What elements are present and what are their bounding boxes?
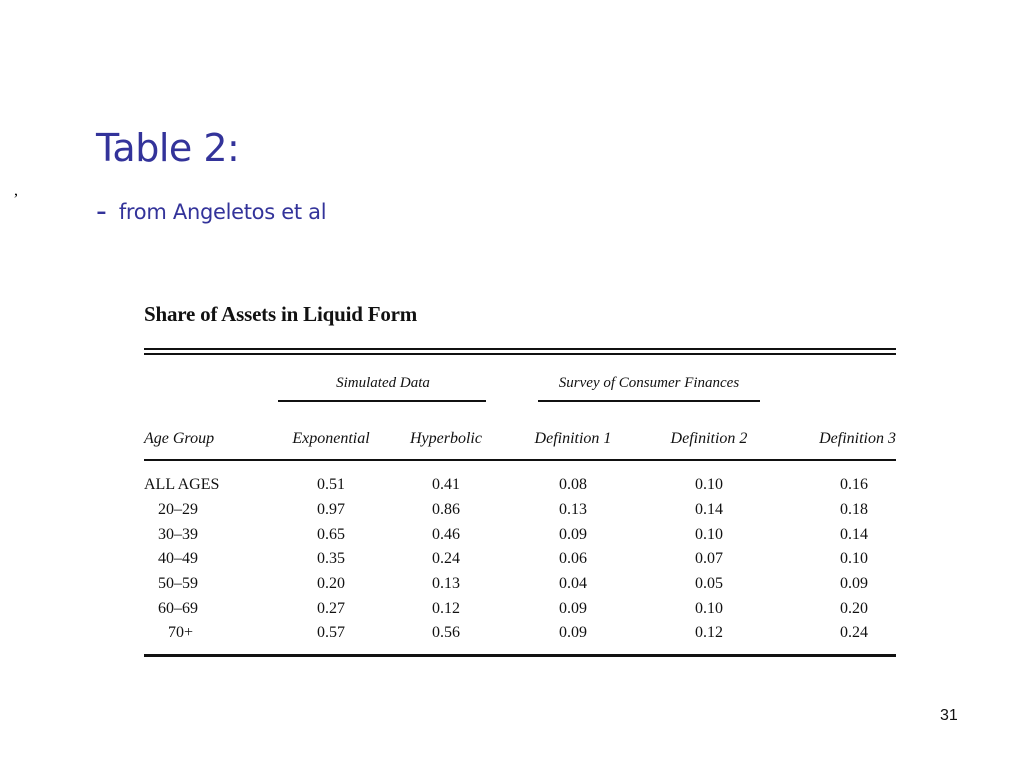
top-rule bbox=[144, 348, 896, 350]
slide-subtitle bbox=[96, 194, 326, 229]
table-cell: 0.41 bbox=[432, 476, 460, 494]
column-group-header bbox=[144, 355, 896, 419]
table-cell: 0.86 bbox=[432, 501, 460, 519]
age-group-cell: 50–59 bbox=[158, 575, 198, 593]
table-row bbox=[144, 547, 896, 572]
table-cell: 0.14 bbox=[840, 525, 868, 543]
table-cell: 0.10 bbox=[695, 476, 723, 494]
table-cell: 0.07 bbox=[695, 550, 723, 568]
age-group-cell: 40–49 bbox=[158, 550, 198, 568]
table-cell: 0.12 bbox=[695, 624, 723, 642]
table-row bbox=[144, 621, 896, 646]
table-cell: 0.12 bbox=[432, 599, 460, 617]
stray-comma-mark: , bbox=[14, 182, 18, 199]
table-cell: 0.13 bbox=[559, 501, 587, 519]
table-cell: 0.65 bbox=[317, 525, 345, 543]
table-title: Share of Assets in Liquid Form bbox=[144, 302, 418, 326]
table-cell: 0.18 bbox=[840, 501, 868, 519]
column-header-row bbox=[144, 419, 896, 460]
column-header-hyperbolic: Hyperbolic bbox=[410, 430, 482, 447]
table-cell: 0.10 bbox=[695, 525, 723, 543]
age-group-cell: 70+ bbox=[168, 624, 194, 642]
age-group-cell: ALL AGES bbox=[144, 476, 220, 494]
subtitle-text: from Angeletos et al bbox=[118, 200, 327, 224]
table-cell: 0.24 bbox=[432, 550, 460, 568]
age-group-cell: 20–29 bbox=[158, 501, 198, 519]
column-header-definition-2: Definition 2 bbox=[670, 430, 748, 447]
table-row bbox=[144, 522, 896, 547]
table-cell: 0.05 bbox=[695, 575, 723, 593]
table-figure bbox=[144, 302, 896, 657]
table-cell: 0.97 bbox=[317, 501, 345, 519]
table-row bbox=[144, 473, 896, 498]
column-header-exponential: Exponential bbox=[292, 430, 370, 447]
group-label-simulated: Simulated Data bbox=[336, 375, 430, 391]
bottom-rule bbox=[144, 654, 896, 657]
column-header-definition-3: Definition 3 bbox=[819, 430, 896, 447]
table-cell: 0.13 bbox=[432, 575, 460, 593]
table-cell: 0.08 bbox=[559, 476, 587, 494]
group-label-survey: Survey of Consumer Finances bbox=[558, 375, 740, 391]
column-header-definition-1: Definition 1 bbox=[534, 430, 612, 447]
table-cell: 0.09 bbox=[840, 575, 868, 593]
table-cell: 0.09 bbox=[559, 624, 587, 642]
age-group-cell: 30–39 bbox=[158, 525, 198, 543]
table-cell: 0.09 bbox=[559, 525, 587, 543]
table-row bbox=[144, 572, 896, 597]
column-header-age-group: Age Group bbox=[144, 430, 215, 447]
table-cell: 0.35 bbox=[317, 550, 345, 568]
slide-title: Table 2: bbox=[96, 126, 240, 170]
group-underline-simulated bbox=[278, 400, 486, 402]
table-cell: 0.04 bbox=[559, 575, 587, 593]
table-cell: 0.20 bbox=[317, 575, 345, 593]
table-cell: 0.06 bbox=[559, 550, 587, 568]
table-cell: 0.51 bbox=[317, 476, 345, 494]
table-cell: 0.14 bbox=[695, 501, 723, 519]
table-cell: 0.16 bbox=[840, 476, 868, 494]
page-number: 31 bbox=[940, 707, 958, 724]
liquid-assets-table bbox=[144, 419, 896, 646]
table-cell: 0.10 bbox=[695, 599, 723, 617]
bullet-dash: - bbox=[96, 194, 107, 229]
table-cell: 0.46 bbox=[432, 525, 460, 543]
table-cell: 0.56 bbox=[432, 624, 460, 642]
table-row bbox=[144, 498, 896, 523]
age-group-cell: 60–69 bbox=[158, 599, 198, 617]
table-cell: 0.57 bbox=[317, 624, 345, 642]
table-cell: 0.20 bbox=[840, 599, 868, 617]
table-cell: 0.27 bbox=[317, 599, 345, 617]
table-cell: 0.09 bbox=[559, 599, 587, 617]
group-underline-survey bbox=[538, 400, 760, 402]
table-cell: 0.10 bbox=[840, 550, 868, 568]
table-cell: 0.24 bbox=[840, 624, 868, 642]
table-row bbox=[144, 596, 896, 621]
